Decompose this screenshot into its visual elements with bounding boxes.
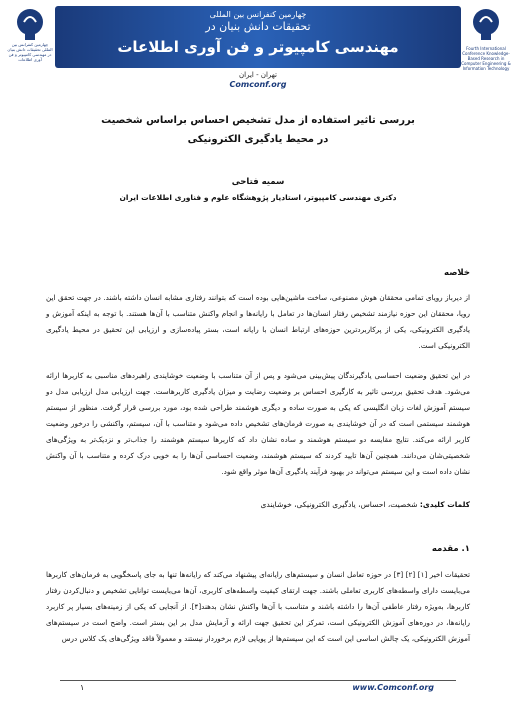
- section-heading-introduction: ۱. مقدمه: [431, 544, 470, 554]
- abstract-paragraph-2: در این تحقیق وضعیت احساسی یادگیرندگان پیش‌بینی می‌شود و پس از آن متناسب با وضعیت خوشایندی راهبردهای مناسبی به کاربرها ارائه می‌شود. هدف تحقیق بررسی تاثیر به کارگیری احساس بر وضعیت رضایت و میزان یادگیری کاربرهاست. جهت ارزیابی مدل ارزیابی مدل دو سیستم آموزش لغات زبان انگلیسی که یکی به صورت ساده و دیگری هوشمند طراحی شده بود، مورد بررسی قرار گرفت. منظور از سیستم هوشمند سیستمی است که در آن خوشایندی به صورت فرمان‌های تشخیص داده می‌شود و متناسب با آن، سیستم، واکنشی را درخور وضعیت کاربر ارائه می‌کند. نتایج مقایسه دو سیستم هوشمند و ساده نشان داد که کاربرها سیستم هوشمند را جذاب‌تر و نزدیک‌تر به ویژگی‌های شخصیتی‌شان می‌دانند. همچنین آن‌ها تایید کردند که سیستم هوشمند، وضعیت احساسی آن‌ها را به خوبی درک کرده و متناسب با آن واکنش نشان داده است و این سیستم می‌تواند در بهبود فرآیند یادگیری آن‌ها موثر واقع شود.: [46, 371, 470, 476]
- conference-city: تهران - ایران: [239, 71, 277, 79]
- logo-right-caption: Fourth International Conference Knowledge-Based Research in Computer Engineering & Information Technology: [461, 46, 511, 71]
- introduction-paragraph: تحقیقات اخیر [۱] [۲] [۳] در حوزه تعامل انسان و سیستم‌های رایانه‌ای پیشنهاد می‌کند که رایانه‌ها تنها به جای پاسخگویی به فرمان‌های کاربرها می‌بایست دارای واسطه‌های کاربری تعاملی باشند. جهت ارتقای کیفیت واسطه‌های کاربری، آن‌ها می‌بایست توانایی تشخیص و دنبال‌کردن رفتار کاربرها، به‌ویژه رفتار عاطفی آن‌ها را داشته باشند و متناسب با آن‌ها واکنش نشان بدهند[۴]. از آنجایی که یکی از زمینه‌های بسیار پر کاربرد رایانه‌ها، در دوره‌های آموزش الکترونیکی است، تمرکز این تحقیق جهت ارائه و آزمایش مدل بر این بستر است. واضح است در سیستم‌های آموزش الکترونیکی، یک چالش اساسی این است که این سیستم‌ها از پویایی لازم برخوردار نیستند و معمولاً فاقد ویژگی‌های یک کلاس درس: [46, 570, 470, 643]
- keywords: [46, 500, 470, 509]
- conference-line3: مهندسی کامپیوتر و فن آوری اطلاعات: [117, 38, 399, 56]
- paper-title: [40, 111, 476, 149]
- lightbulb-icon: [460, 6, 512, 42]
- conference-banner: [55, 6, 461, 68]
- footer-website: www.Comconf.org: [352, 683, 434, 692]
- logo-left-caption: چهارمین کنفرانس بین المللی تحقیقات دانش بنیان در مهندسی کامپیوتر و فن آوری اطلاعات: [7, 42, 53, 62]
- abstract-paragraph-1: از دیرباز رویای تمامی محققان هوش مصنوعی، ساخت ماشین‌هایی بوده است که بتوانند رفتاری مشابه انسان داشته باشند. در جهت تحقق این رویا، محققان این حوزه نیازمند تشخیص رفتار انسان‌ها در تعامل با رایانه‌ها و انجام واکنش متناسب با آن‌ها هستند. با توجه به اینکه آموزش و یادگیری الکترونیکی، یکی از پرکاربردترین حوزه‌های ارتباط انسان با رایانه است، بستر پیاده‌سازی و ارزیابی این تحقیق در محیط یادگیری الکترونیکی است.: [46, 293, 470, 350]
- keywords-list: شخصیت، احساس، یادگیری الکترونیکی، خوشایندی: [260, 500, 418, 509]
- author-affiliation: دکتری مهندسی کامپیوتر، استادیار پژوهشگاه علوم و فناوری اطلاعات ایران: [119, 193, 397, 202]
- lightbulb-icon: [6, 6, 54, 42]
- abstract-heading: خلاصه: [444, 268, 470, 278]
- author-name: سمیه فتاحی: [231, 177, 285, 187]
- conference-header: [0, 0, 516, 92]
- keywords-label: کلمات کلیدی:: [419, 500, 470, 509]
- page-number: ۱: [80, 683, 85, 692]
- conference-line1: چهارمین کنفرانس بین المللی: [209, 10, 307, 19]
- title-line-1: بررسی تاثیر استفاده از مدل تشخیص احساس براساس شخصیت: [101, 115, 415, 126]
- title-line-2: در محیط یادگیری الکترونیکی: [187, 134, 329, 145]
- conference-logo-fa: [6, 6, 54, 68]
- conference-website: Comconf.org: [229, 80, 287, 89]
- conference-line2: تحقیقات دانش بنیان در: [205, 20, 311, 33]
- conference-logo-en: [460, 6, 512, 71]
- footer-divider: [60, 680, 456, 681]
